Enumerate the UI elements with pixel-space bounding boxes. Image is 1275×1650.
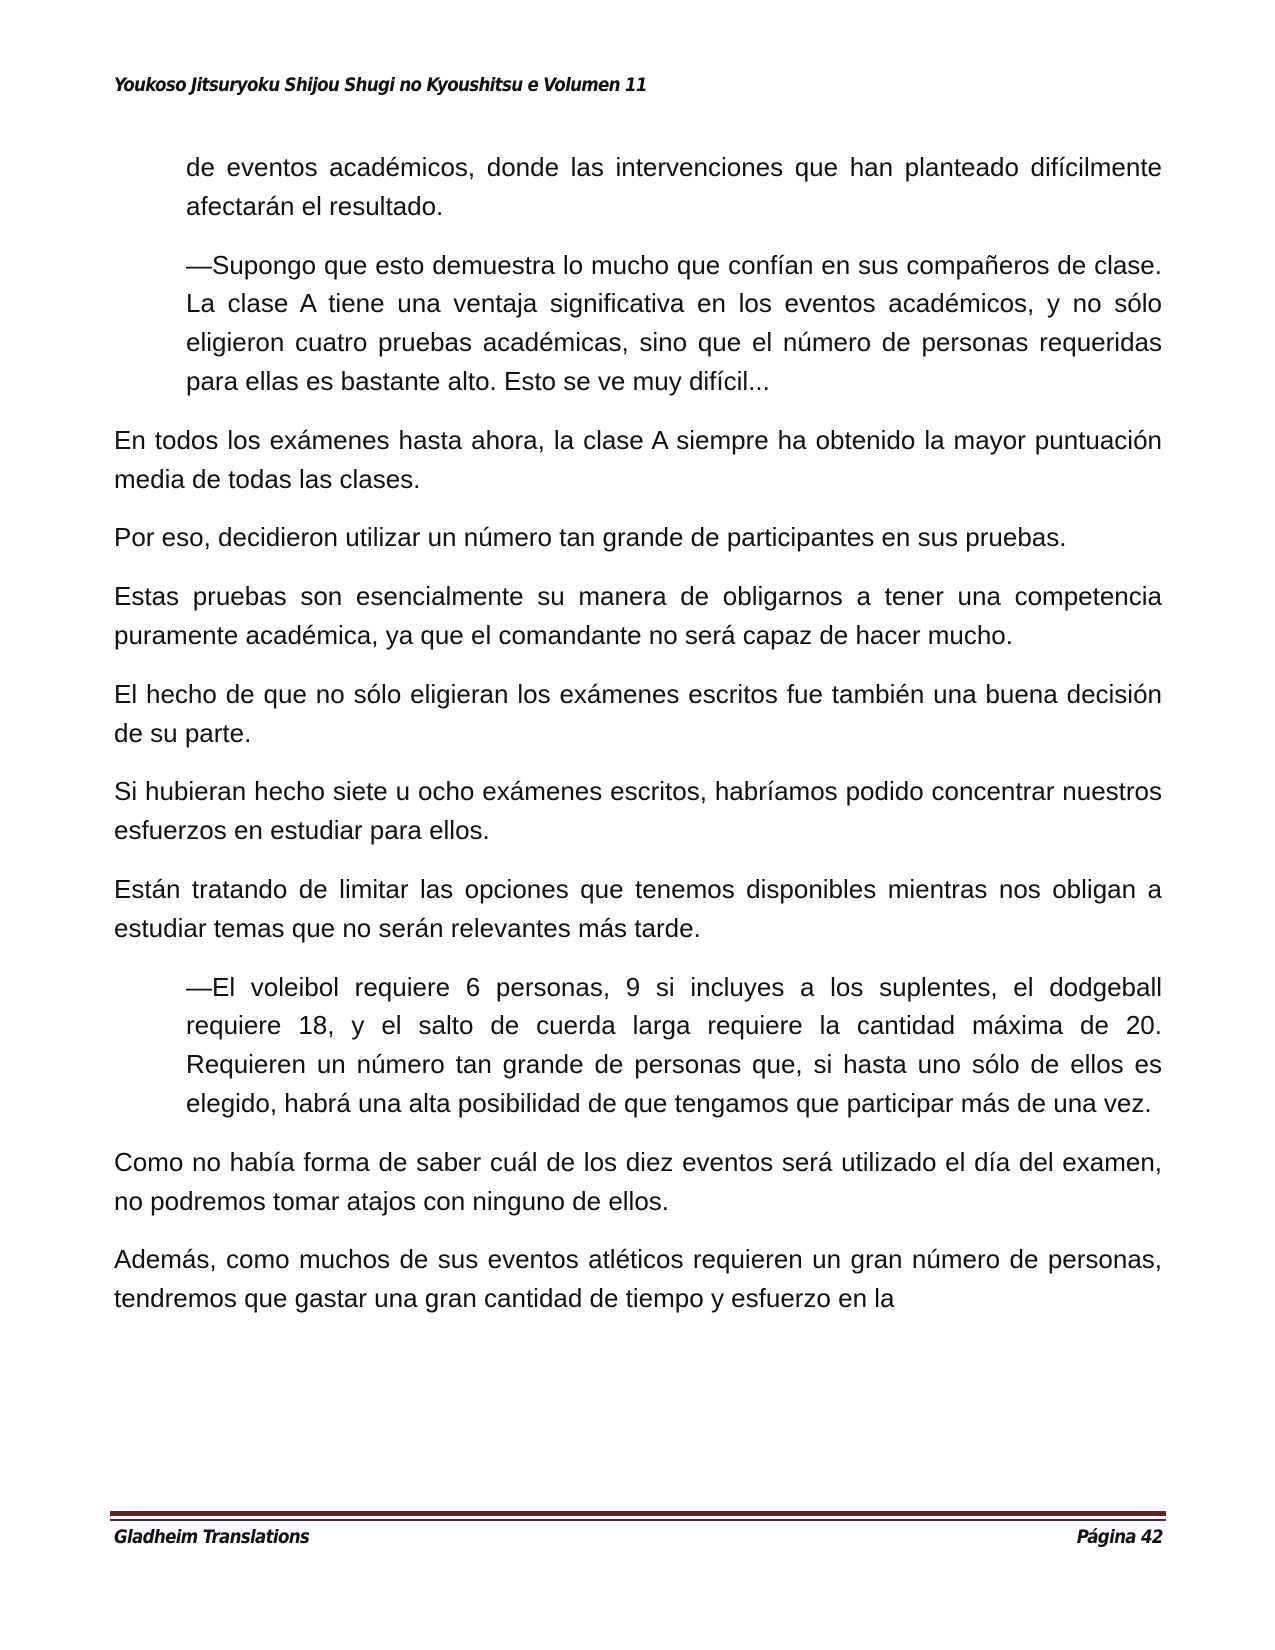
paragraph: El hecho de que no sólo eligieran los exámenes escritos fue también una buena decisión de su parte.	[114, 678, 1162, 748]
paragraph: Como no había forma de saber cuál de los diez eventos será utilizado el día del examen, no podremos tomar atajos con ninguno de ellos.	[114, 1146, 1162, 1216]
paragraph: Por eso, decidieron utilizar un número tan grande de participantes en sus pruebas.	[114, 522, 1067, 553]
paragraph: Además, como muchos de sus eventos atléticos requieren un gran número de personas, tendremos que gastar una gran cantidad de tiempo y esfuerzo en la	[114, 1244, 1162, 1314]
page-number: Página 42	[1076, 1526, 1163, 1548]
paragraph: En todos los exámenes hasta ahora, la clase A siempre ha obtenido la mayor puntuación media de todas las clases.	[114, 424, 1162, 494]
footer-rule-thick	[110, 1511, 1166, 1516]
paragraph: —Supongo que esto demuestra lo mucho que confían en sus compañeros de clase. La clase A tiene una ventaja significativa en los eventos académicos, y no sólo eligieron cuatro pruebas académicas, sino que el número de personas requeridas para ellas es bastante alto. Esto se ve muy difícil...	[186, 249, 1162, 396]
paragraph: —El voleibol requiere 6 personas, 9 si incluyes a los suplentes, el dodgeball requiere 18, y el salto de cuerda larga requiere la cantidad máxima de 20. Requieren un número tan grande de personas que, si hasta uno sólo de ellos es elegido, habrá una alta posibilidad de que tengamos que participar más de una vez.	[186, 971, 1162, 1118]
paragraph: Están tratando de limitar las opciones que tenemos disponibles mientras nos obligan a estudiar temas que no serán relevantes más tarde.	[114, 873, 1162, 943]
page-body	[114, 148, 1162, 1338]
paragraph: Estas pruebas son esencialmente su manera de obligarnos a tener una competencia puramente académica, ya que el comandante no será capaz de hacer mucho.	[114, 581, 1162, 650]
running-header: Youkoso Jitsuryoku Shijou Shugi no Kyoushitsu e Volumen 11	[114, 74, 647, 96]
paragraph: Si hubieran hecho siete u ocho exámenes escritos, habríamos podido concentrar nuestros esfuerzos en estudiar para ellos.	[114, 776, 1162, 846]
paragraph: de eventos académicos, donde las intervenciones que han planteado difícilmente afectarán el resultado.	[186, 152, 1162, 221]
footer-credit: Gladheim Translations	[114, 1526, 310, 1548]
footer-rule-thin	[110, 1519, 1166, 1521]
